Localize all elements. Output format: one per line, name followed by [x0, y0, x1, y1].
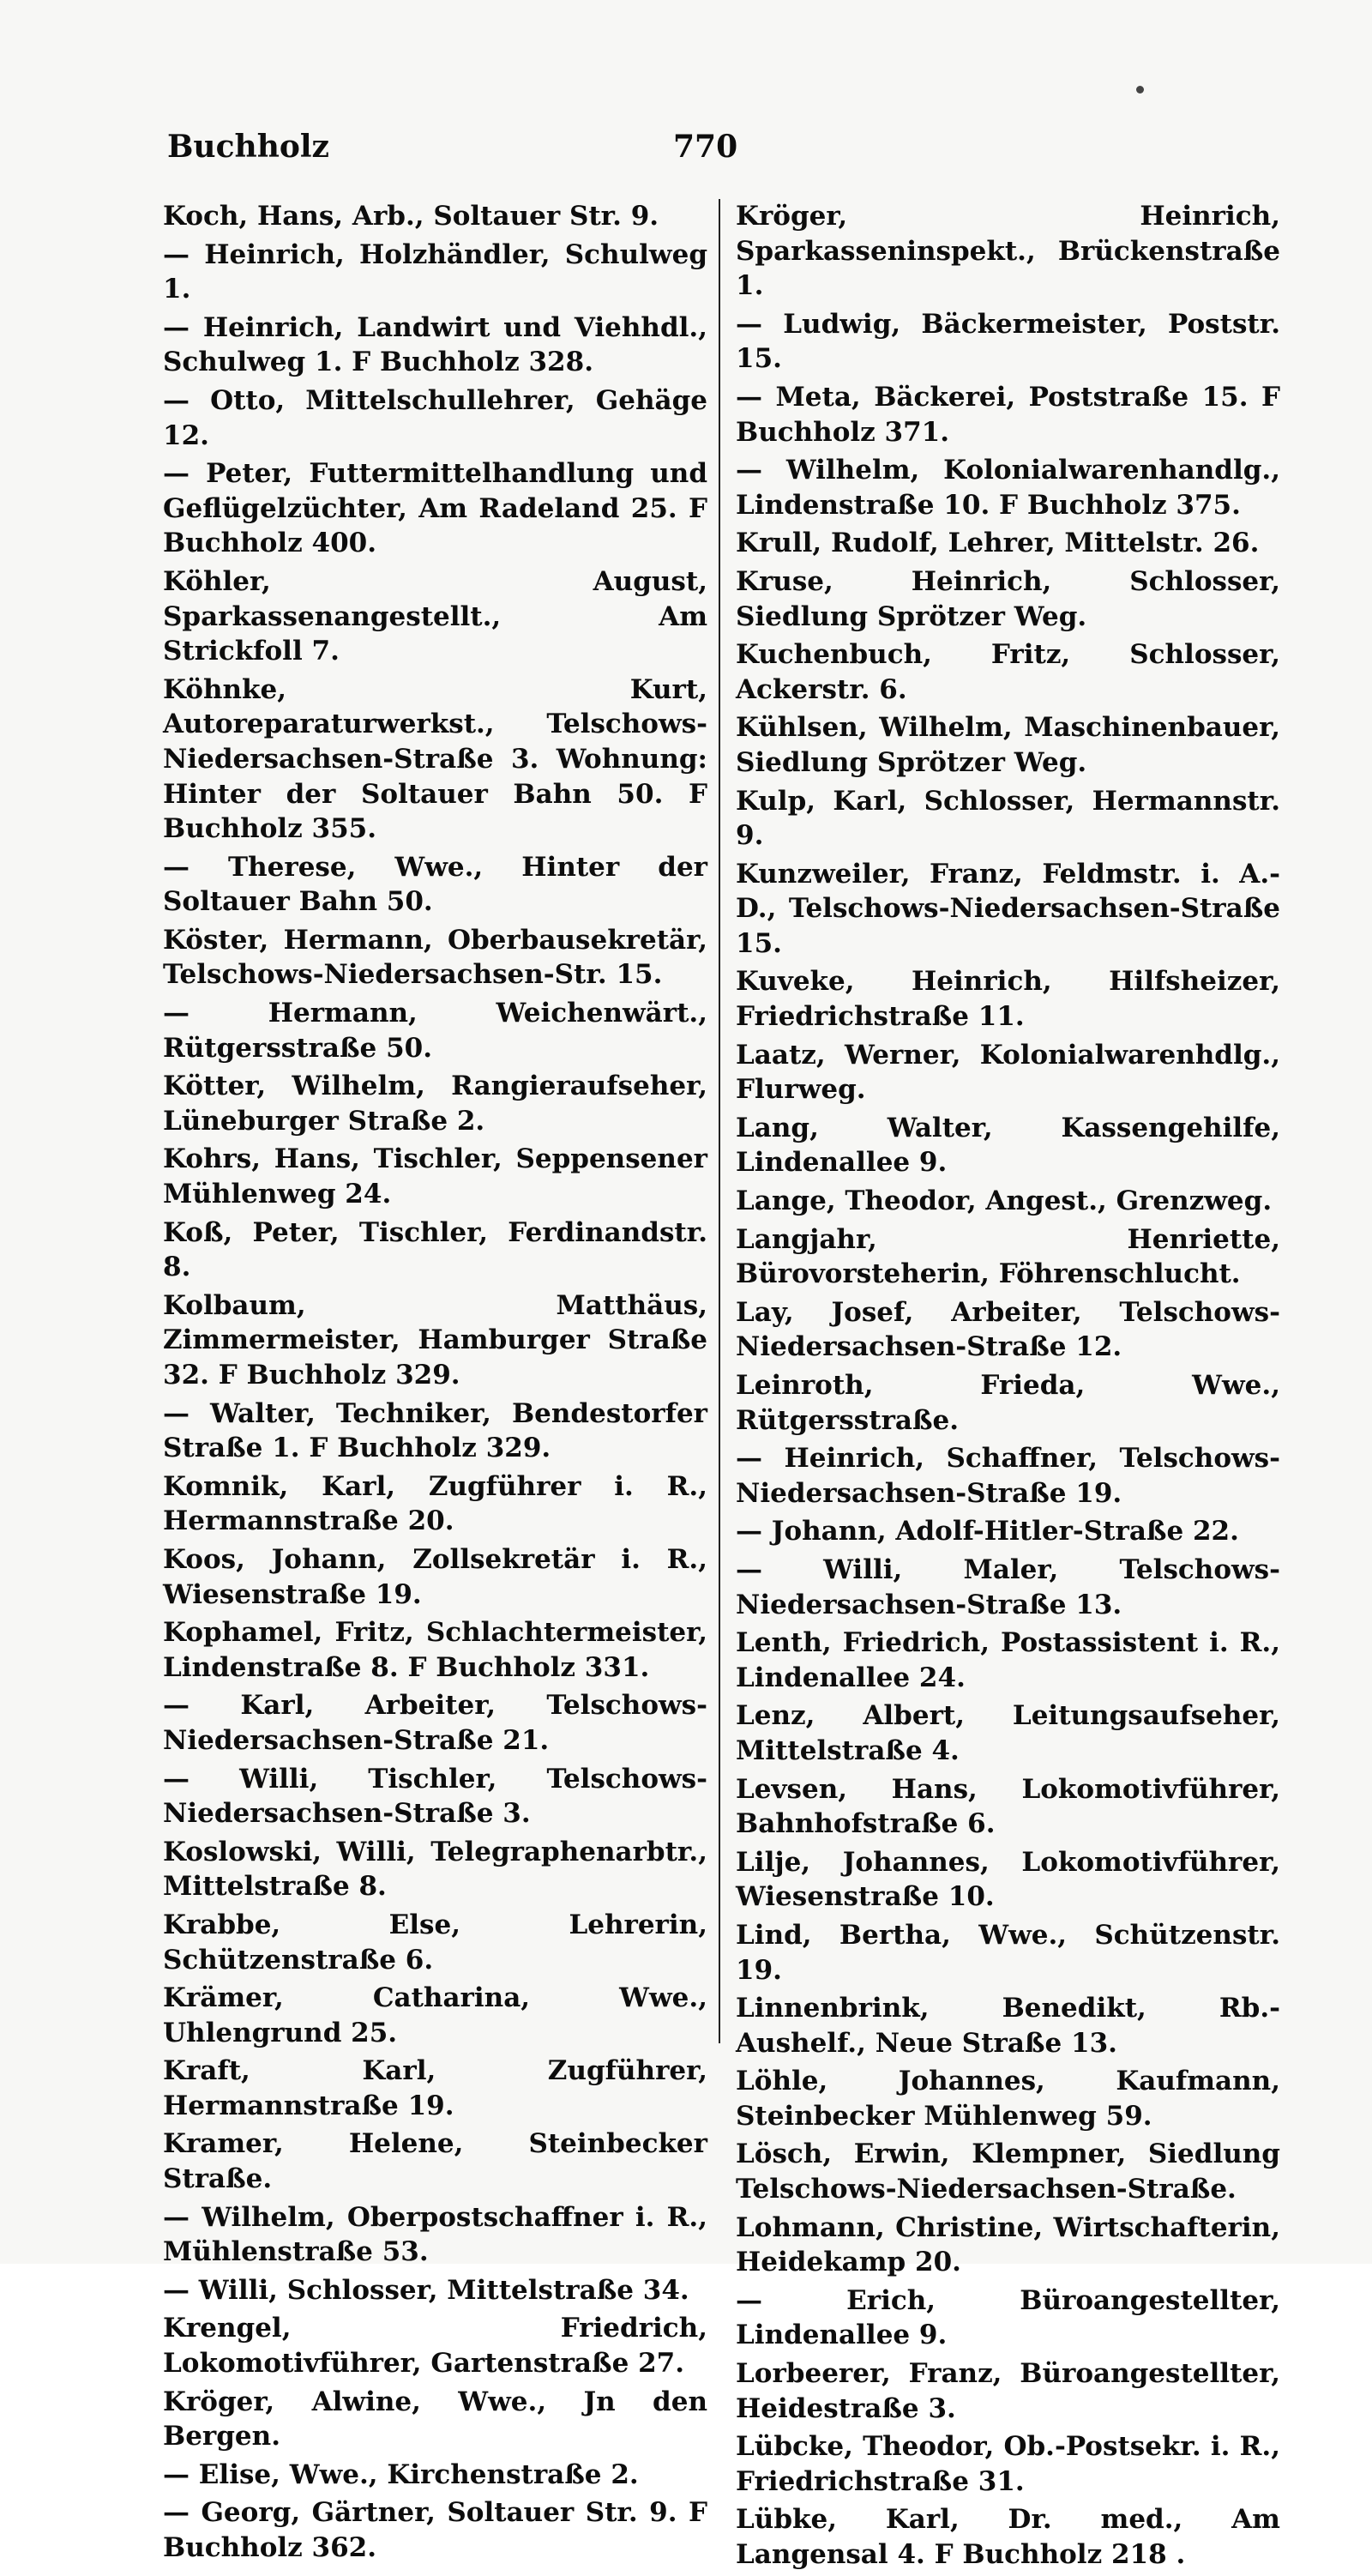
- directory-entry: — Erich, Büroangestellter, Lindenallee 9.: [736, 2284, 1280, 2351]
- directory-entry: Lay, Josef, Arbeiter, Telschows-Niedersachsen-Straße 12.: [736, 1296, 1280, 1363]
- directory-entry: — Johann, Adolf-Hitler-Straße 22.: [736, 1516, 1239, 1547]
- directory-entry: Kophamel, Fritz, Schlachtermeister, Lindenstraße 8. F Buchholz 331.: [163, 1617, 707, 1683]
- directory-entry: — Ludwig, Bäckermeister, Poststr. 15.: [736, 308, 1280, 375]
- directory-entry: Koos, Johann, Zollsekretär i. R., Wiesenstraße 19.: [163, 1543, 707, 1610]
- directory-entry: Köster, Hermann, Oberbausekretär, Telschows-Niedersachsen-Str. 15.: [163, 924, 707, 991]
- directory-entry: — Otto, Mittelschullehrer, Gehäge 12.: [163, 384, 707, 451]
- directory-entry: — Hermann, Weichenwärt., Rütgersstraße 50.: [163, 998, 707, 1064]
- directory-entry: — Therese, Wwe., Hinter der Soltauer Bahn 50.: [163, 851, 707, 918]
- directory-entry: Lübke, Karl, Dr. med., Am Langensal 4. F Buchholz 218 .: [736, 2504, 1280, 2570]
- directory-entry: Koß, Peter, Tischler, Ferdinandstr. 8.: [163, 1216, 707, 1283]
- directory-entry: Levsen, Hans, Lokomotivführer, Bahnhofstraße 6.: [736, 1773, 1280, 1840]
- directory-entry: Kröger, Alwine, Wwe., Jn den Bergen.: [163, 2386, 707, 2452]
- directory-entry: Linnenbrink, Benedikt, Rb.-Aushelf., Neue Straße 13.: [736, 1993, 1280, 2059]
- directory-entry: Kötter, Wilhelm, Rangieraufseher, Lüneburger Straße 2.: [163, 1071, 707, 1137]
- directory-entry: Krabbe, Else, Lehrerin, Schützenstraße 6.: [163, 1909, 707, 1976]
- directory-entry: — Georg, Gärtner, Soltauer Str. 9. F Buchholz 362.: [163, 2497, 707, 2563]
- directory-entry: Koch, Hans, Arb., Soltauer Str. 9.: [163, 201, 659, 232]
- directory-entry: — Karl, Arbeiter, Telschows-Niedersachsen-Straße 21.: [163, 1690, 707, 1756]
- directory-entry: Leinroth, Frieda, Wwe., Rütgersstraße.: [736, 1370, 1280, 1436]
- directory-entry: Kolbaum, Matthäus, Zimmermeister, Hamburger Straße 32. F Buchholz 329.: [163, 1289, 707, 1391]
- ink-speck: [1136, 86, 1144, 94]
- directory-entry: Lübcke, Theodor, Ob.-Postsekr. i. R., Friedrichstraße 31.: [736, 2431, 1280, 2497]
- directory-entry: Kohrs, Hans, Tischler, Seppensener Mühlenweg 24.: [163, 1143, 707, 1210]
- directory-entry: Köhnke, Kurt, Autoreparaturwerkst., Telschows-Niedersachsen-Straße 3. Wohnung: Hinter der Soltauer Bahn 50. F Buchholz 355.: [163, 673, 707, 845]
- directory-entry: — Peter, Futtermittelhandlung und Geflügelzüchter, Am Radeland 25. F Buchholz 400.: [163, 458, 707, 559]
- directory-entry: Lind, Bertha, Wwe., Schützenstr. 19.: [736, 1919, 1280, 1986]
- directory-entry: Lenth, Friedrich, Postassistent i. R., Lindenallee 24.: [736, 1627, 1280, 1693]
- directory-entry: Kramer, Helene, Steinbecker Straße.: [163, 2128, 707, 2195]
- right-column: [736, 199, 1280, 2576]
- directory-entry: Lilje, Johannes, Lokomotivführer, Wiesenstraße 10.: [736, 1846, 1280, 1913]
- directory-entry: Krull, Rudolf, Lehrer, Mittelstr. 26.: [736, 528, 1260, 559]
- directory-entry: Köhler, August, Sparkassenangestellt., Am Strickfoll 7.: [163, 565, 707, 667]
- directory-entry: Kühlsen, Wilhelm, Maschinenbauer, Siedlung Sprötzer Weg.: [736, 712, 1280, 778]
- directory-entry: Kuchenbuch, Fritz, Schlosser, Ackerstr. 6.: [736, 639, 1280, 705]
- directory-entry: Laatz, Werner, Kolonialwarenhdlg., Flurweg.: [736, 1039, 1280, 1106]
- directory-entry: Löhle, Johannes, Kaufmann, Steinbecker Mühlenweg 59.: [736, 2066, 1280, 2132]
- directory-entry: Kruse, Heinrich, Schlosser, Siedlung Sprötzer Weg.: [736, 565, 1280, 632]
- running-head-place: Buchholz: [167, 129, 329, 165]
- column-divider: [719, 199, 720, 2043]
- directory-entry: Kulp, Karl, Schlosser, Hermannstr. 9.: [736, 785, 1280, 852]
- directory-entry: Lang, Walter, Kassengehilfe, Lindenallee 9.: [736, 1112, 1280, 1179]
- directory-entry: Kunzweiler, Franz, Feldmstr. i. A.-D., Telschows-Niedersachsen-Straße 15.: [736, 858, 1280, 959]
- directory-entry: Lange, Theodor, Angest., Grenzweg.: [736, 1185, 1273, 1217]
- directory-entry: Lorbeerer, Franz, Büroangestellter, Heidestraße 3.: [736, 2358, 1280, 2424]
- directory-entry: Kuveke, Heinrich, Hilfsheizer, Friedrichstraße 11.: [736, 966, 1280, 1033]
- directory-entry: — Willi, Maler, Telschows-Niedersachsen-Straße 13.: [736, 1553, 1280, 1620]
- directory-entry: Kraft, Karl, Zugführer, Hermannstraße 19.: [163, 2055, 707, 2121]
- directory-entry: — Willi, Schlosser, Mittelstraße 34.: [163, 2274, 689, 2306]
- directory-entry: Krämer, Catharina, Wwe., Uhlengrund 25.: [163, 1982, 707, 2048]
- directory-entry: — Wilhelm, Kolonialwarenhandlg., Lindenstraße 10. F Buchholz 375.: [736, 455, 1280, 521]
- directory-entry: Lohmann, Christine, Wirtschafterin, Heidekamp 20.: [736, 2211, 1280, 2278]
- directory-entry: — Willi, Tischler, Telschows-Niedersachsen-Straße 3.: [163, 1763, 707, 1830]
- directory-entry: — Heinrich, Schaffner, Telschows-Niedersachsen-Straße 19.: [736, 1443, 1280, 1509]
- directory-entry: — Wilhelm, Oberpostschaffner i. R., Mühlenstraße 53.: [163, 2201, 707, 2268]
- directory-entry: Komnik, Karl, Zugführer i. R., Hermannstraße 20.: [163, 1470, 707, 1537]
- page-number: 770: [673, 129, 738, 165]
- directory-entry: Langjahr, Henriette, Bürovorsteherin, Föhrenschlucht.: [736, 1223, 1280, 1290]
- directory-entry: — Walter, Techniker, Bendestorfer Straße 1. F Buchholz 329.: [163, 1397, 707, 1464]
- page-header: [167, 129, 1235, 172]
- directory-entry: — Heinrich, Landwirt und Viehhdl., Schulweg 1. F Buchholz 328.: [163, 311, 707, 378]
- directory-entry: Lenz, Albert, Leitungsaufseher, Mittelstraße 4.: [736, 1700, 1280, 1766]
- directory-entry: Kröger, Heinrich, Sparkasseninspekt., Brückenstraße 1.: [736, 201, 1280, 302]
- directory-entry: — Heinrich, Holzhändler, Schulweg 1.: [163, 238, 707, 305]
- left-column: [163, 199, 707, 2569]
- directory-entry: Lösch, Erwin, Klempner, Siedlung Telschows-Niedersachsen-Straße.: [736, 2139, 1280, 2205]
- directory-entry: Krengel, Friedrich, Lokomotivführer, Gartenstraße 27.: [163, 2313, 707, 2380]
- directory-entry: — Meta, Bäckerei, Poststraße 15. F Buchholz 371.: [736, 381, 1280, 448]
- directory-entry: Koslowski, Willi, Telegraphenarbtr., Mittelstraße 8.: [163, 1836, 707, 1903]
- directory-entry: — Elise, Wwe., Kirchenstraße 2.: [163, 2458, 639, 2490]
